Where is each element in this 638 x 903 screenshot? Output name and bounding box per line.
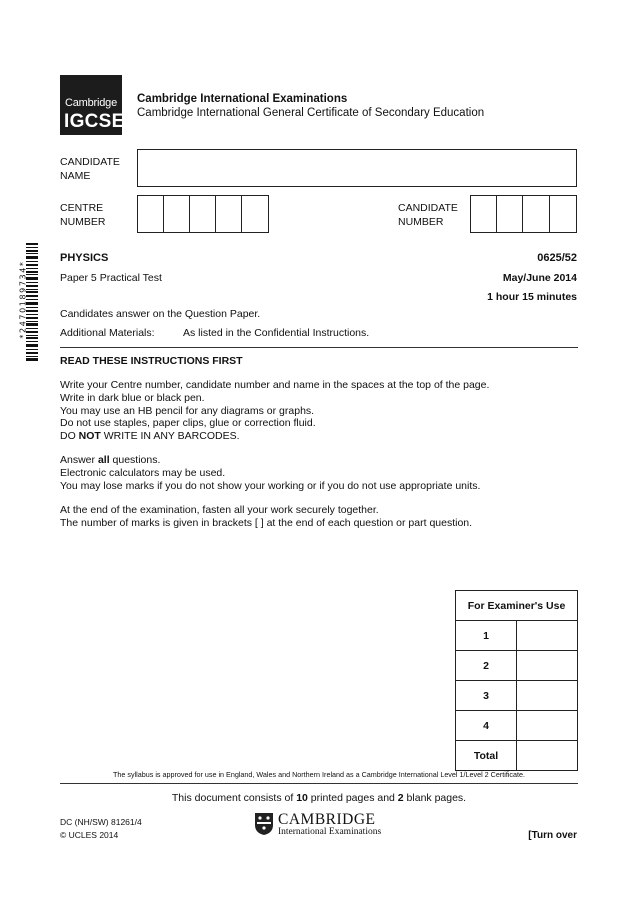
mark-cell[interactable]	[517, 651, 578, 681]
instruction-line: You may use an HB pencil for any diagrams or graphs.	[60, 404, 315, 417]
centre-number-label: CENTRE NUMBER	[60, 202, 106, 228]
total-label: Total	[456, 741, 517, 771]
instruction-line: Write in dark blue or black pen.	[60, 391, 205, 404]
centre-number-box[interactable]	[215, 195, 242, 233]
instruction-line: Do not use staples, paper clips, glue or correction fluid.	[60, 417, 316, 430]
candidate-number-box[interactable]	[522, 195, 550, 233]
question-number: 3	[456, 681, 517, 711]
instructions-heading: READ THESE INSTRUCTIONS FIRST	[60, 355, 243, 367]
total-cell[interactable]	[517, 741, 578, 771]
materials-value: As listed in the Confidential Instructions.	[183, 327, 370, 339]
page-count: This document consists of 10 printed pages and 2 blank pages.	[171, 792, 467, 804]
mark-cell[interactable]	[517, 621, 578, 651]
org-title: Cambridge International Examinations	[137, 93, 348, 105]
instruction-line: The number of marks is given in brackets [ ] at the end of each question or part question.	[60, 516, 473, 529]
cambridge-subtitle: International Examinations	[278, 827, 382, 837]
mark-cell[interactable]	[517, 711, 578, 741]
syllabus-note: The syllabus is approved for use in England, Wales and Northern Ireland as a Cambridge International Level 1/Level 2 Certificate.	[112, 770, 526, 779]
mark-cell[interactable]	[517, 681, 578, 711]
question-number: 2	[456, 651, 517, 681]
answer-note: Candidates answer on the Question Paper.	[60, 308, 261, 320]
footer-divider	[60, 783, 578, 784]
candidate-name-field[interactable]	[137, 149, 577, 187]
candidate-number-box[interactable]	[496, 195, 523, 233]
cambridge-crest-icon	[254, 812, 274, 836]
question-number: 1	[456, 621, 517, 651]
instruction-line-answer: Answer all questions.	[60, 454, 161, 466]
instructions-block-3	[60, 504, 472, 530]
duration: 1 hour 15 minutes	[487, 291, 577, 303]
candidate-number-label: CANDIDATE NUMBER	[398, 202, 458, 228]
qualification-title: Cambridge International General Certificate of Secondary Education	[137, 107, 485, 119]
instruction-line: At the end of the examination, fasten all your work securely together.	[60, 504, 379, 516]
barcode	[20, 243, 38, 361]
igcse-logo	[60, 75, 125, 135]
divider	[60, 347, 578, 348]
candidate-name-label: CANDIDATE NAME	[60, 156, 120, 182]
doc-ref: DC (NH/SW) 81261/4	[60, 817, 142, 827]
question-number: 4	[456, 711, 517, 741]
candidate-number-box[interactable]	[470, 195, 497, 233]
centre-number-box[interactable]	[163, 195, 190, 233]
centre-number-box[interactable]	[137, 195, 164, 233]
turn-over: [Turn over	[528, 830, 577, 841]
instruction-line-barcodes: DO NOT WRITE IN ANY BARCODES.	[60, 430, 240, 443]
barcode-number: *2470189734*	[18, 260, 28, 339]
cambridge-wordmark: CAMBRIDGE	[278, 811, 376, 828]
logo-line2: IGCSE	[64, 111, 125, 132]
copyright: © UCLES 2014	[60, 830, 119, 840]
instruction-line: You may lose marks if you do not show your working or if you do not use appropriate units.	[60, 479, 481, 492]
instructions-block-1	[60, 379, 489, 443]
examiner-heading: For Examiner's Use	[456, 591, 578, 621]
instruction-line: Write your Centre number, candidate number and name in the spaces at the top of the page.	[60, 379, 490, 391]
instructions-block-2	[60, 454, 480, 492]
instruction-line: Electronic calculators may be used.	[60, 466, 226, 479]
centre-number-box[interactable]	[241, 195, 269, 233]
examiner-table	[455, 590, 578, 771]
paper-name: Paper 5 Practical Test	[60, 272, 162, 284]
materials-label: Additional Materials:	[60, 327, 155, 339]
candidate-number-box[interactable]	[549, 195, 577, 233]
logo-line1: Cambridge	[65, 97, 118, 109]
paper-code: 0625/52	[537, 252, 577, 264]
subject: PHYSICS	[60, 252, 109, 264]
session: May/June 2014	[502, 272, 577, 284]
centre-number-box[interactable]	[189, 195, 216, 233]
